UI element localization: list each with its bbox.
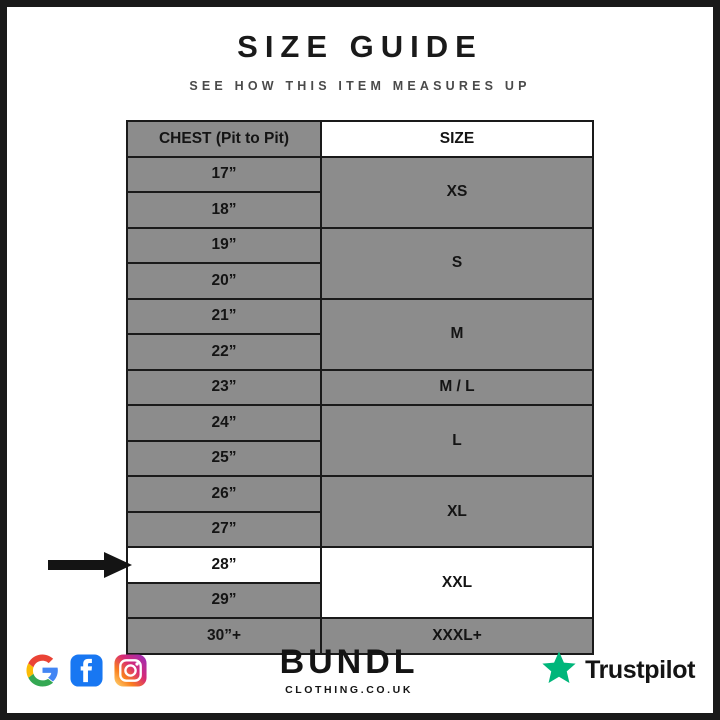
size-cell: M	[321, 299, 593, 370]
table-row[interactable]	[127, 157, 593, 193]
size-cell: S	[321, 228, 593, 299]
column-header-chest: CHEST (Pit to Pit)	[127, 121, 321, 157]
size-cell: XS	[321, 157, 593, 228]
trustpilot-logo[interactable]	[540, 649, 695, 692]
facebook-icon[interactable]	[69, 653, 104, 688]
chest-cell: 20”	[127, 263, 321, 299]
chest-cell: 24”	[127, 405, 321, 441]
chest-cell: 25”	[127, 441, 321, 477]
footer	[7, 639, 713, 701]
chest-cell: 19”	[127, 228, 321, 264]
size-table-wrapper	[126, 120, 594, 655]
size-table	[126, 120, 594, 655]
chest-cell: 21”	[127, 299, 321, 335]
table-header-row	[127, 121, 593, 157]
social-links	[25, 653, 148, 688]
chest-cell: 26”	[127, 476, 321, 512]
table-row-selected[interactable]	[127, 547, 593, 583]
chest-cell: 29”	[127, 583, 321, 619]
trustpilot-star-icon	[540, 649, 578, 692]
table-row[interactable]	[127, 299, 593, 335]
size-cell: M / L	[321, 370, 593, 406]
selected-row-arrow-icon	[48, 552, 132, 578]
chest-cell: 27”	[127, 512, 321, 548]
brand-name: BUNDL	[279, 642, 419, 681]
brand-logo	[279, 642, 419, 696]
table-row[interactable]	[127, 370, 593, 406]
table-row[interactable]	[127, 405, 593, 441]
size-cell: XXXL+	[321, 618, 593, 654]
size-cell: L	[321, 405, 593, 476]
trustpilot-label: Trustpilot	[585, 655, 695, 684]
page-inner	[7, 7, 713, 713]
size-cell-selected: XXL	[321, 547, 593, 618]
page-title: SIZE GUIDE	[237, 29, 483, 64]
google-icon[interactable]	[25, 653, 60, 688]
brand-subtitle: CLOTHING.CO.UK	[285, 683, 414, 696]
chest-cell-selected: 28”	[127, 547, 321, 583]
chest-cell: 22”	[127, 334, 321, 370]
chest-cell: 18”	[127, 192, 321, 228]
table-row[interactable]	[127, 476, 593, 512]
size-cell: XL	[321, 476, 593, 547]
instagram-icon[interactable]	[113, 653, 148, 688]
chest-cell: 17”	[127, 157, 321, 193]
chest-cell: 23”	[127, 370, 321, 406]
column-header-size: SIZE	[321, 121, 593, 157]
chest-cell: 30”+	[127, 618, 321, 654]
page-subtitle: SEE HOW THIS ITEM MEASURES UP	[189, 79, 531, 93]
table-row[interactable]	[127, 228, 593, 264]
